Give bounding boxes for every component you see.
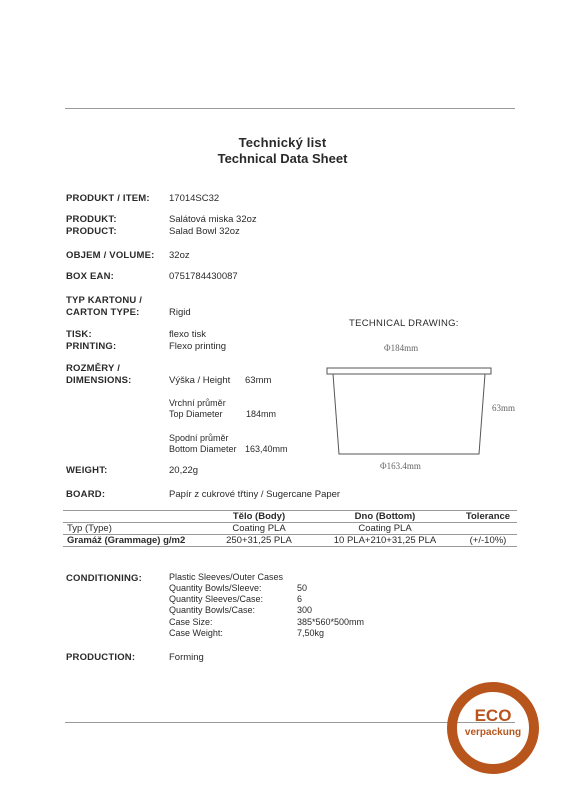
table-cell: Typ (Type) (63, 523, 207, 535)
spec-table (63, 510, 517, 547)
table-cell: 10 PLA+210+31,25 PLA (311, 535, 459, 547)
conditioning-key: Case Weight: (169, 628, 223, 638)
table-row (63, 535, 517, 547)
eco-logo-text: ECO (474, 706, 512, 725)
drawing-title: TECHNICAL DRAWING: (349, 318, 459, 329)
title-english: Technical Data Sheet (217, 151, 348, 166)
top-diameter-label-en: Top Diameter (169, 409, 223, 419)
conditioning-key: Quantity Sleeves/Case: (169, 594, 264, 604)
conditioning-value: 385*560*500mm (297, 617, 365, 627)
board-label: BOARD: (66, 489, 106, 500)
table-cell: (+/-10%) (459, 535, 517, 547)
top-diameter-label-cz: Vrchní průměr (169, 398, 226, 408)
height-label: Výška / Height (169, 375, 231, 386)
dimensions-label-cz: ROZMĚRY / (66, 363, 121, 374)
ean-value: 0751784430087 (169, 271, 238, 282)
conditioning-value: 6 (297, 594, 303, 604)
weight-value: 20,22g (169, 465, 199, 476)
ean-label: BOX EAN: (66, 271, 115, 282)
carton-label-en: CARTON TYPE: (66, 307, 140, 318)
table-cell: Coating PLA (207, 523, 311, 535)
production-value: Forming (169, 652, 204, 663)
print-label-en: PRINTING: (66, 341, 117, 352)
table-cell: Gramáž (Grammage) g/m2 (63, 535, 207, 547)
carton-label-cz: TYP KARTONU / (66, 295, 143, 306)
dimensions-label-en: DIMENSIONS: (66, 375, 132, 386)
carton-value: Rigid (169, 307, 191, 318)
conditioning-title: Plastic Sleeves/Outer Cases (169, 572, 284, 582)
table-header-row (63, 511, 517, 523)
table-header-cell: Tolerance (459, 511, 517, 523)
board-value: Papír z cukrové třtiny / Sugercane Paper (169, 489, 341, 500)
table-header-cell (63, 511, 207, 523)
eco-logo-subtext: verpackung (464, 727, 522, 738)
conditioning-value: 50 (297, 583, 308, 593)
conditioning-key: Case Size: (169, 617, 213, 627)
drawing-top-dimension: Φ184mm (384, 343, 419, 353)
conditioning-value: 300 (297, 605, 313, 615)
table-header-cell: Tělo (Body) (207, 511, 311, 523)
height-value: 63mm (245, 375, 272, 386)
bottom-diameter-label-en: Bottom Diameter (169, 444, 237, 454)
bowl-drawing (325, 362, 495, 462)
conditioning-key: Quantity Bowls/Sleeve: (169, 583, 262, 593)
table-cell: Coating PLA (311, 523, 459, 535)
table-row (63, 523, 517, 535)
production-label: PRODUCTION: (66, 652, 136, 663)
print-value-en: Flexo printing (169, 341, 227, 352)
title-czech: Technický list (238, 135, 327, 150)
table-cell (459, 523, 517, 535)
item-label: PRODUKT / ITEM: (66, 193, 150, 204)
table-header-cell: Dno (Bottom) (311, 511, 459, 523)
conditioning-key: Quantity Bowls/Case: (169, 605, 256, 615)
conditioning-value: 7,50kg (297, 628, 325, 638)
print-value-cz: flexo tisk (169, 329, 206, 340)
item-value: 17014SC32 (169, 193, 220, 204)
volume-value: 32oz (169, 250, 190, 261)
product-value-en: Salad Bowl 32oz (169, 226, 240, 237)
top-diameter-value: 184mm (246, 409, 277, 419)
product-label-cz: PRODUKT: (66, 214, 117, 225)
drawing-bottom-dimension: Φ163.4mm (380, 461, 421, 471)
volume-label: OBJEM / VOLUME: (66, 250, 155, 261)
product-label-en: PRODUCT: (66, 226, 117, 237)
conditioning-label: CONDITIONING: (66, 573, 142, 584)
weight-label: WEIGHT: (66, 465, 108, 476)
bottom-diameter-label-cz: Spodní průměr (169, 433, 229, 443)
product-value-cz: Salátová miska 32oz (169, 214, 257, 225)
print-label-cz: TISK: (66, 329, 92, 340)
table-cell: 250+31,25 PLA (207, 535, 311, 547)
drawing-height-dimension: 63mm (492, 403, 516, 413)
top-divider (65, 108, 515, 109)
bottom-diameter-value: 163,40mm (245, 444, 288, 454)
